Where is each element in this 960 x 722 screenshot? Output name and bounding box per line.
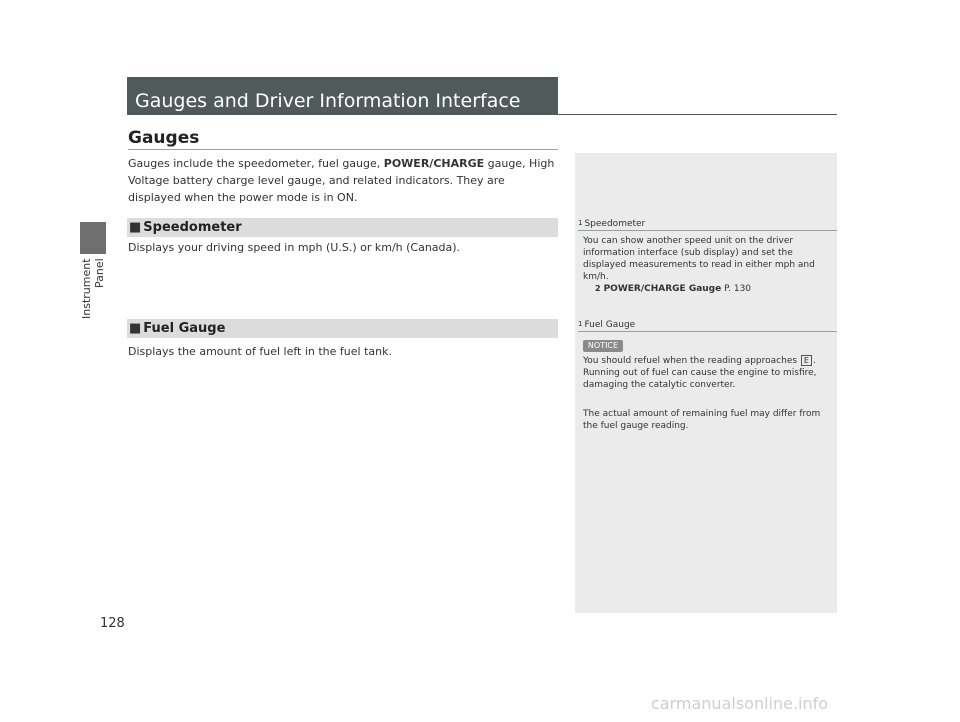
- speedometer-note-text: You can show another speed unit on the driver information interface (sub display) and set the displayed measurements to read in either mph and km/h.: [583, 236, 815, 282]
- cross-reference-label: POWER/CHARGE Gauge: [603, 284, 722, 294]
- fuel-note-text-b: . Running out of fuel can cause the engine to misfire, damaging the catalytic converter.: [583, 356, 817, 390]
- fuel-gauge-heading: [127, 319, 558, 338]
- fuel-gauge-note-title-text: Fuel Gauge: [584, 320, 636, 330]
- power-charge-term: POWER/CHARGE: [383, 157, 485, 170]
- cross-reference[interactable]: [595, 283, 833, 295]
- reference-arrow-icon: 2: [595, 284, 601, 293]
- page-number: 128: [100, 616, 125, 631]
- chapter-label: [80, 258, 106, 438]
- fuel-gauge-heading-text: Fuel Gauge: [143, 321, 226, 336]
- notice-badge: NOTICE: [583, 340, 623, 352]
- speedometer-heading: [127, 218, 558, 237]
- empty-indicator-icon: E: [801, 355, 812, 366]
- watermark: carmanualsonline.info: [651, 694, 829, 713]
- chapter-tab: [80, 222, 106, 254]
- speedometer-note-body: [583, 235, 833, 295]
- fuel-note-text-a: You should refuel when the reading approaches: [583, 356, 800, 366]
- note-number: 1: [578, 219, 583, 227]
- speedometer-note-title: [578, 219, 837, 231]
- cross-reference-page: P. 130: [721, 284, 752, 294]
- title-rule: [128, 149, 558, 150]
- page-title: Gauges: [128, 128, 200, 148]
- intro-paragraph: [128, 155, 560, 206]
- section-banner: Gauges and Driver Information Interface: [127, 77, 558, 115]
- intro-text-1: Gauges include the speedometer, fuel gauge,: [128, 157, 384, 170]
- banner-rule: [558, 114, 837, 115]
- speedometer-text: Displays your driving speed in mph (U.S.) or km/h (Canada).: [128, 241, 461, 254]
- note-number: 1: [578, 320, 583, 328]
- square-bullet-icon: ■: [129, 220, 142, 235]
- intro-text-2: gauge, High Voltage battery charge level gauge, and related indicators. They are displayed when the power mode is in ON.: [128, 157, 555, 204]
- speedometer-heading-text: Speedometer: [143, 220, 242, 235]
- fuel-gauge-note-title: [578, 320, 837, 332]
- speedometer-note-title-text: Speedometer: [584, 219, 646, 229]
- fuel-gauge-note-body: [583, 355, 833, 391]
- chapter-label-text: Instrument Panel: [80, 258, 106, 319]
- fuel-gauge-note-body-2: The actual amount of remaining fuel may differ from the fuel gauge reading.: [583, 409, 821, 431]
- fuel-gauge-text: Displays the amount of fuel left in the fuel tank.: [128, 345, 392, 358]
- square-bullet-icon: ■: [129, 321, 142, 336]
